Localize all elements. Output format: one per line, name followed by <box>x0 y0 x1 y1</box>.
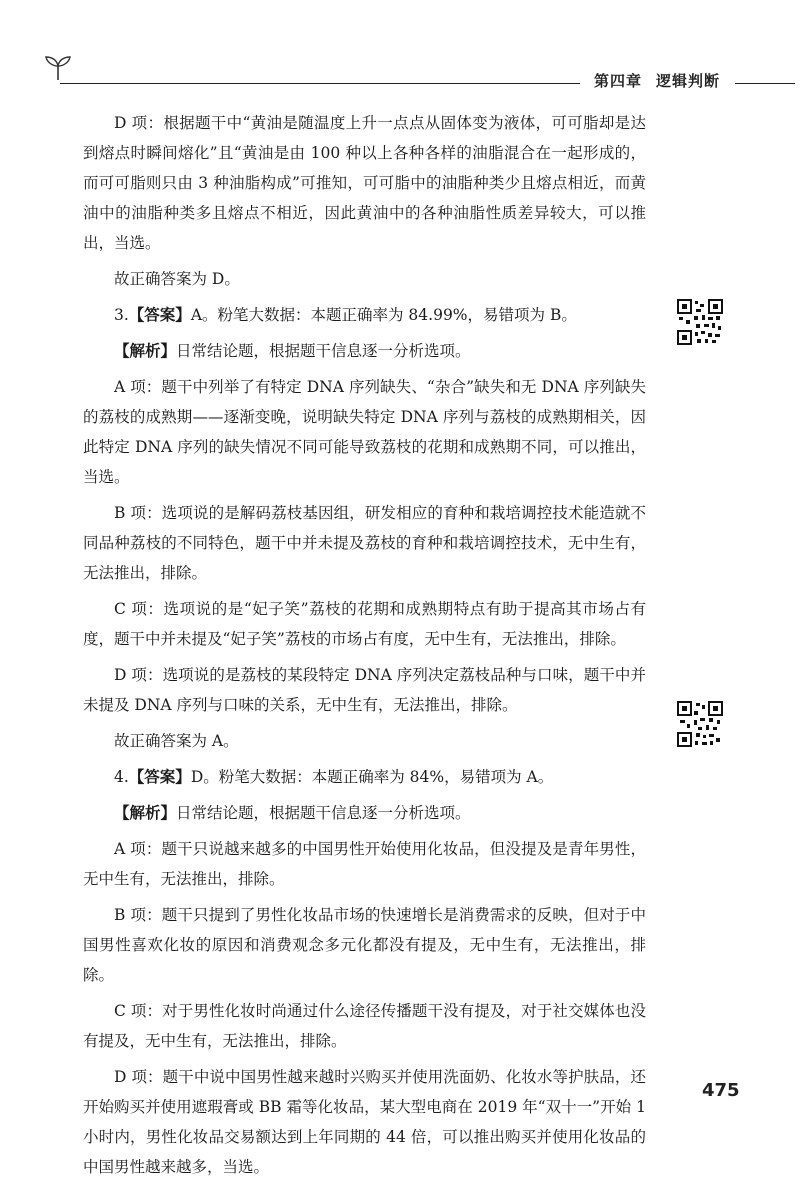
paragraph: A 项：题干只说越来越多的中国男性开始使用化妆品，但没提及是青年男性，无中生有，无法推出，排除。 <box>83 840 646 888</box>
paragraph: A 项：题干中列举了有特定 DNA 序列缺失、“杂合”缺失和无 DNA 序列缺失的荔枝的成熟期——逐渐变晚，说明缺失特定 DNA 序列与荔枝的成熟期相关，因此特定 DNA 序列的缺失情况不同可能导致荔枝的花期和成熟期不同，可以推出，当选。 <box>83 378 646 486</box>
paragraph: 故正确答案为 D。 <box>114 270 240 288</box>
paragraph: D 项：选项说的是荔枝的某段特定 DNA 序列决定荔枝品种与口味，题干中并未提及 DNA 序列与口味的关系，无中生有，无法推出，排除。 <box>83 666 646 714</box>
paragraph: D 项：题干中说中国男性越来越时兴购买并使用洗面奶、化妆水等护肤品，还开始购买并使用遮瑕膏或 BB 霜等化妆品，某大型电商在 2019 年“双十一”开始 1 小时内，男性化妆品交易额达到上年同期的 44 倍，可以推出购买并使用化妆品的中国男性越来越多，当选。 <box>83 1068 646 1176</box>
analysis-tag: 【解析】 <box>114 342 177 360</box>
answer-paragraph: 4.【答案】D。粉笔大数据：本题正确率为 84%，易错项为 A。 <box>114 768 554 786</box>
analysis-paragraph: 【解析】日常结论题，根据题干信息逐一分析选项。 <box>114 804 471 822</box>
header-rule <box>60 83 580 84</box>
chapter-number: 第四章 <box>594 72 643 90</box>
answer-tag: 【答案】 <box>128 306 191 324</box>
page-header <box>0 0 800 100</box>
paragraph: D 项：根据题干中“黄油是随温度上升一点点从固体变为液体，可可脂却是达到熔点时瞬间熔化”且“黄油是由 100 种以上各种各样的油脂混合在一起形成的，而可可脂则只由 3 种油脂构成”可推知，可可脂中的油脂种类少且熔点相近，而黄油中的油脂种类多且熔点不相近，因此黄油中的各种油脂性质差异较大，可以推出，当选。 <box>83 114 646 252</box>
answer-paragraph: 3.【答案】A。粉笔大数据：本题正确率为 84.99%，易错项为 B。 <box>114 306 577 324</box>
header-rule-end <box>735 83 795 84</box>
page-number: 475 <box>702 1080 740 1101</box>
answer-tag: 【答案】 <box>128 768 191 786</box>
analysis-tag: 【解析】 <box>114 804 177 822</box>
paragraph: C 项：对于男性化妆时尚通过什么途径传播题干没有提及，对于社交媒体也没有提及，无中生有，无法推出，排除。 <box>83 1002 646 1050</box>
question-number: 4. <box>114 768 129 786</box>
question-number: 3. <box>114 306 129 324</box>
chapter-title <box>594 70 734 91</box>
paragraph: 故正确答案为 A。 <box>114 732 239 750</box>
paragraph: B 项：题干只提到了男性化妆品市场的快速增长是消费需求的反映，但对于中国男性喜欢化妆的原因和消费观念多元化都没有提及，无中生有，无法推出，排除。 <box>83 906 646 984</box>
paragraph: B 项：选项说的是解码荔枝基因组，研发相应的育种和栽培调控技术能造就不同品种荔枝的不同特色，题干中并未提及荔枝的育种和栽培调控技术，无中生有，无法推出，排除。 <box>83 504 646 582</box>
paragraph: C 项：选项说的是“妃子笑”荔枝的花期和成熟期特点有助于提高其市场占有度，题干中并未提及“妃子笑”荔枝的市场占有度，无中生有，无法推出，排除。 <box>83 600 646 648</box>
analysis-paragraph: 【解析】日常结论题，根据题干信息逐一分析选项。 <box>114 342 471 360</box>
section-title: 逻辑判断 <box>656 72 721 90</box>
page-content <box>83 108 646 1188</box>
sprout-logo-icon <box>43 54 73 86</box>
qr-code-icon[interactable] <box>676 700 724 748</box>
qr-code-icon[interactable] <box>676 298 724 346</box>
